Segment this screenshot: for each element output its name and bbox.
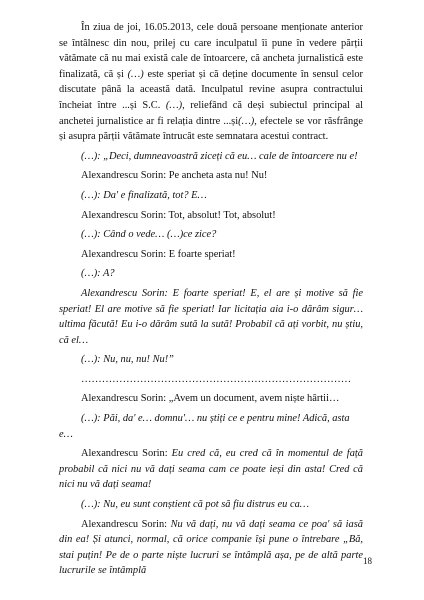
text-run: Alexandrescu Sorin: Tot, absolut! Tot, absolut!: [81, 209, 276, 221]
dialogue-line: [59, 149, 363, 165]
dialogue-line: [59, 446, 363, 493]
text-run: Alexandrescu Sorin: „Avem un document, avem niște hârtii…: [81, 393, 340, 405]
dialogue-line: [59, 391, 363, 407]
dialogue-line: [59, 286, 363, 348]
italic-text-run: Eu i-o dărâm sută la sută! Probabil că ați vorbit, nu știu, că el…: [59, 319, 363, 346]
text-run: Alexandrescu Sorin:: [81, 448, 172, 460]
italic-text-run: (…): Când o vede… (…)ce zice?: [81, 229, 217, 241]
intro-paragraph: [59, 20, 363, 145]
dialogue-line: [59, 247, 363, 263]
italic-text-run: (…): Nu, eu sunt conștient că pot să fiu distrus eu ca…: [81, 499, 310, 511]
dialogue-line: [59, 352, 363, 368]
italic-text-run: Nu vă dați, nu vă dați seama ce poa' să iasă din ea! Și atunci, normal, că orice companie își pune o întrebare „Bă, stai puțin! Pe de o parte niște lucruri se întâmplă așa, pe de altă parte lucrurile se întâmplă: [59, 518, 363, 577]
italic-text-run: (…): Nu, nu, nu! Nu!”: [81, 354, 174, 366]
dialogue-line: [59, 208, 363, 224]
italic-text-run: (…): [127, 68, 144, 80]
italic-text-run: (…): „Deci, dumneavoastră ziceți că eu… cale de întoarcere nu e!: [81, 150, 358, 162]
dialogue-line: [59, 411, 363, 442]
page-body: [59, 20, 363, 579]
dialogue-line: [59, 168, 363, 184]
text-run: Alexandrescu Sorin: E foarte speriat!: [81, 248, 236, 260]
text-run: În ziua de joi, 16.05.2013, cele două persoane menționate anterior se întâlnesc din nou, prilej cu care inculpatul îi pune în vedere părții vătămate că nu mai există cale de întoarcere, că ancheta jurnalistică este finalizată, că și: [59, 22, 363, 80]
text-run: Alexandrescu Sorin:: [81, 518, 171, 530]
italic-text-run: Eu cred că, eu cred că în momentul de față probabil că nici nu vă dați seama cam ce poate ieși din asta! Cred că nici nu vă dați seama!: [59, 448, 363, 491]
text-run: ……………………………………………………………………: [81, 373, 352, 385]
dialogue-line: [59, 497, 363, 513]
dialogue-line: [59, 266, 363, 282]
italic-text-run: (…): A?: [81, 268, 115, 280]
italic-text-run: (…): [165, 99, 183, 111]
dialogue-line: [59, 517, 363, 579]
dialogue-line: [59, 188, 363, 204]
page-number: 18: [363, 556, 372, 566]
text-run: , efectele se vor răsfrânge și asupra părții vătămate întrucât este semnatara acestui contract.: [59, 115, 363, 143]
italic-text-run: (…): Da' e finalizată, tot? E…: [81, 189, 207, 201]
omission-dots: [59, 372, 363, 388]
italic-text-run: (…): [238, 115, 255, 127]
text-run: , reliefând că deși subiectul principal al anchetei jurnalistice ar fi relația dintre ...și: [59, 99, 363, 127]
text-run: este speriat și că deține documente în sensul celor discutate până la această dată. Inculpatul revine asupra contractului încheiat între ...și S.C.: [59, 68, 363, 111]
dialogue-line: [59, 227, 363, 243]
text-run: Alexandrescu Sorin: Pe ancheta asta nu! Nu!: [81, 170, 268, 182]
italic-text-run: Alexandrescu Sorin: E foarte speriat! E, el are și motive să fie speriat! El are motive să fie speriat! Iar licitația aia i-o dărâm sigur… ultima făcută!: [59, 287, 363, 331]
italic-text-run: (…): Păi, da' e… domnu'… nu știți ce e pentru mine! Adică, asta e…: [59, 413, 350, 440]
